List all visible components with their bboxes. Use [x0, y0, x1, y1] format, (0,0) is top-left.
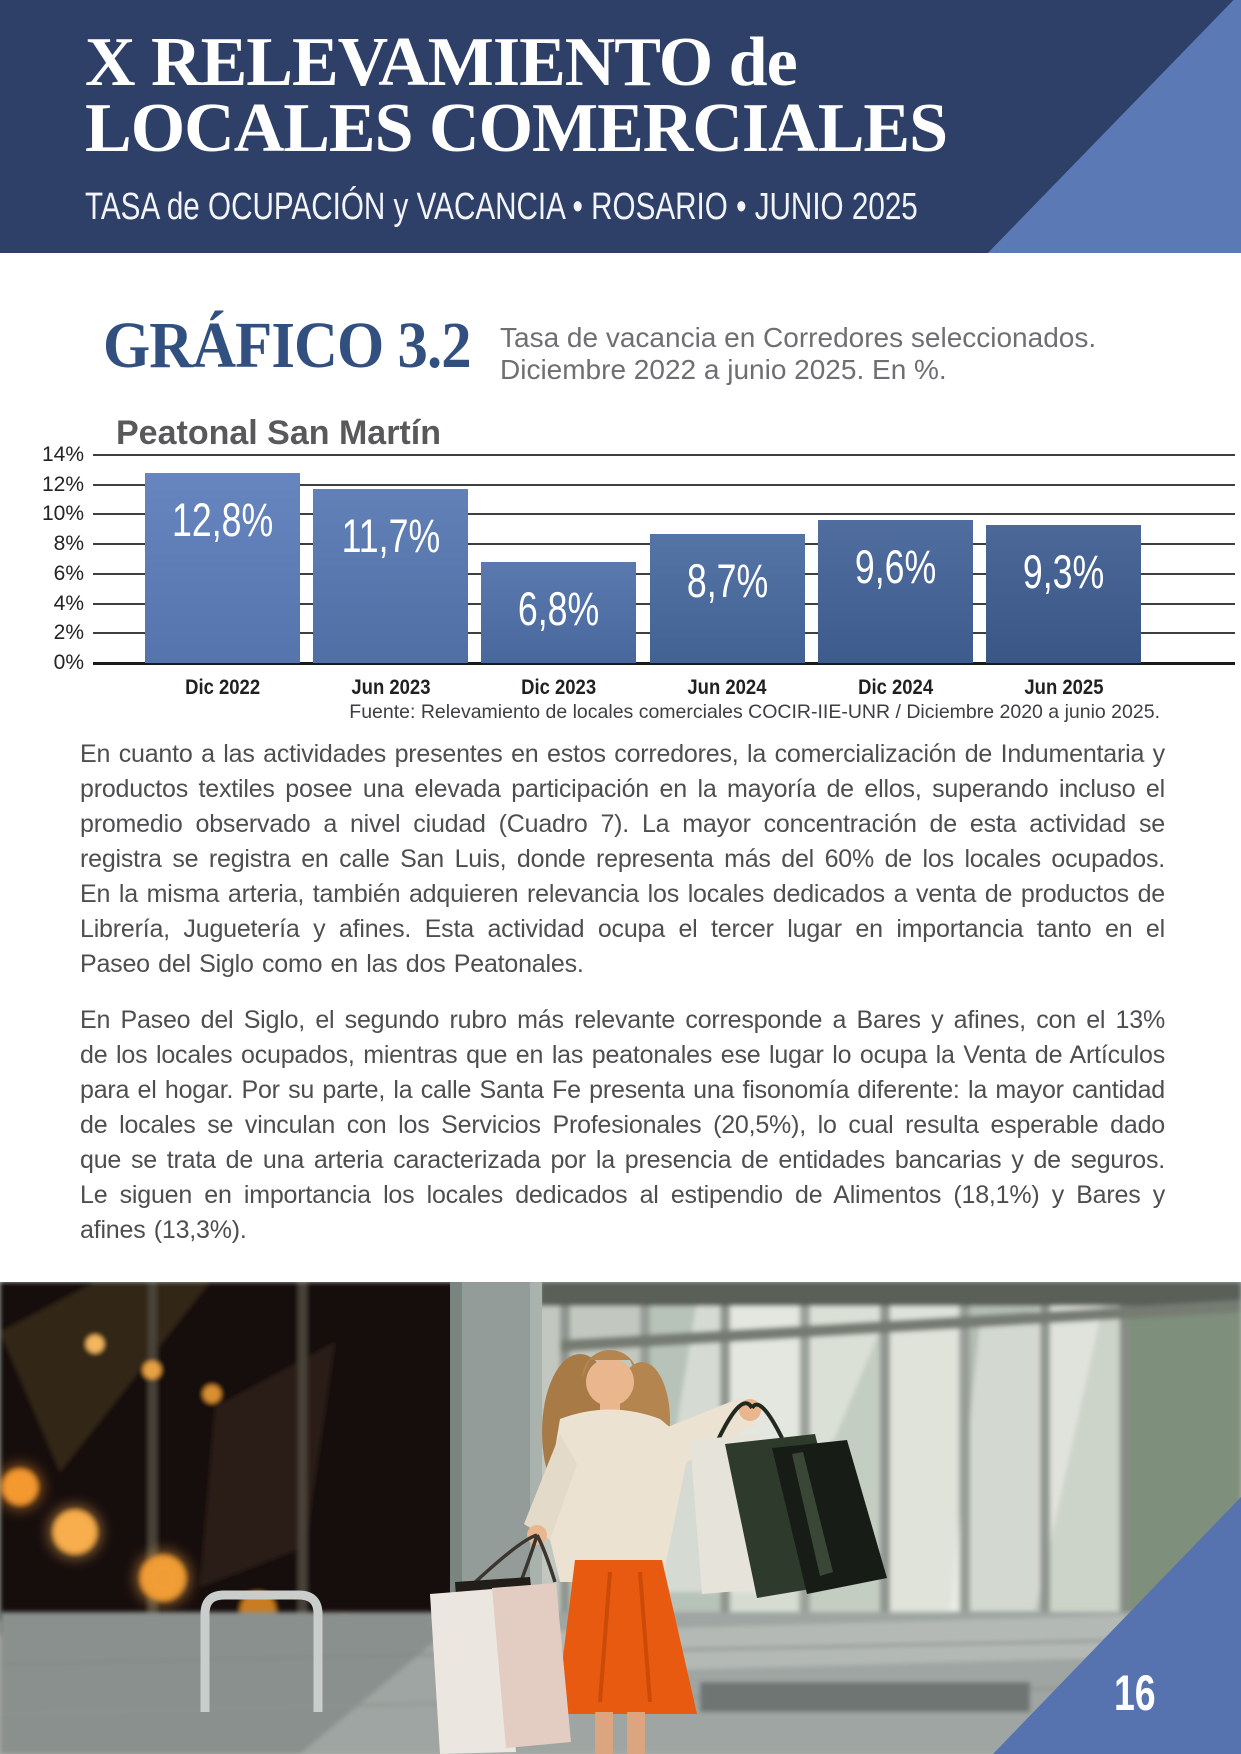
report-title-line2: LOCALES COMERCIALES: [85, 90, 948, 167]
bar-chart: [0, 400, 1241, 740]
y-axis-tick: 12%: [41, 472, 84, 496]
bar-value-label: 6,8%: [518, 581, 600, 635]
figure-description-line2: Diciembre 2022 a junio 2025. En %.: [500, 354, 947, 385]
report-subtitle: TASA de OCUPACIÓN y VACANCIA • ROSARIO • JUNIO 2025: [85, 186, 918, 228]
figure-description-line1: Tasa de vacancia en Corredores seleccionados.: [500, 322, 1097, 353]
bar-value-label: 8,7%: [686, 553, 768, 607]
bar-Dic 2023: [481, 562, 636, 663]
bar-value-label: 9,3%: [1022, 544, 1105, 598]
header-banner: [0, 0, 1241, 253]
body-text: [80, 737, 1165, 1269]
x-axis-tick: Jun 2024: [687, 676, 767, 699]
y-axis-tick: 2%: [53, 621, 84, 645]
figure-label: GRÁFICO 3.2: [103, 309, 471, 382]
paragraph-1: En cuanto a las actividades presentes en estos corredores, la comercialización de Indumentaria y productos textiles posee una elevada participación en la mayoría de ellos, superando incluso el promedio observado a nivel ciudad (Cuadro 7). La mayor concentración de esta actividad se registra se registra en calle San Luis, donde representa más del 60% de los locales ocupados. En la misma arteria, también adquieren relevancia los locales dedicados a venta de productos de Librería, Juguetería y afines. Esta actividad ocupa el tercer lugar en importancia tanto en el Paseo del Siglo como en las dos Peatonales.: [80, 740, 1165, 978]
y-axis-tick: 8%: [53, 532, 84, 556]
bar-Dic 2024: [818, 520, 973, 663]
leg-left: [595, 1712, 613, 1754]
page-number-value: 16: [1114, 1665, 1156, 1721]
bar-Jun 2023: [313, 489, 468, 663]
x-axis-tick: Dic 2022: [184, 676, 260, 699]
bar-value-label: 9,6%: [854, 540, 937, 594]
bar-value-label: 11,7%: [341, 509, 441, 563]
x-axis-tick: Jun 2023: [351, 676, 431, 699]
bar-value-label: 12,8%: [171, 492, 274, 546]
y-axis-tick: 6%: [53, 561, 84, 585]
y-axis-tick: 10%: [41, 502, 84, 526]
page-number: [1090, 1666, 1180, 1720]
y-axis-tick: 14%: [41, 443, 84, 466]
bar-Jun 2024: [650, 534, 805, 663]
chart-source: Fuente: Relevamiento de locales comerciales COCIR-IIE-UNR / Diciembre 2020 a junio 2025.: [349, 701, 1160, 723]
footer-photo: [0, 1282, 1241, 1754]
x-axis-tick: Dic 2023: [521, 676, 597, 699]
leg-right: [627, 1712, 645, 1754]
y-axis-tick: 4%: [53, 591, 84, 615]
shopping-street-illustration: [0, 1282, 1241, 1754]
bar-Dic 2022: [145, 473, 300, 663]
face: [586, 1358, 634, 1406]
x-axis-tick: Jun 2025: [1023, 676, 1104, 699]
x-axis-tick: Dic 2024: [857, 676, 933, 699]
gridline: [93, 454, 1235, 456]
y-axis-tick: 0%: [53, 651, 84, 674]
chart-title: Peatonal San Martín: [116, 414, 441, 452]
figure-description: [500, 322, 1096, 386]
paragraph-2: En Paseo del Siglo, el segundo rubro más relevante corresponde a Bares y afines, con el 13% de los locales ocupados, mientras que en las peatonales ese lugar lo ocupa la Venta de Artículos para el hogar. Por su parte, la calle Santa Fe presenta una fisonomía diferente: la mayor cantidad de locales se vinculan con los Servicios Profesionales (20,5%), lo cual resulta esperable dado que se trata de una arteria caracterizada por la presencia de entidades bancarias y de seguros. Le siguen en importancia los locales dedicados al estipendio de Alimentos (18,1%) y Bares y afines (13,3%).: [80, 1006, 1165, 1244]
report-title-line1: X RELEVAMIENTO de: [85, 24, 797, 101]
bar-Jun 2025: [986, 525, 1141, 663]
